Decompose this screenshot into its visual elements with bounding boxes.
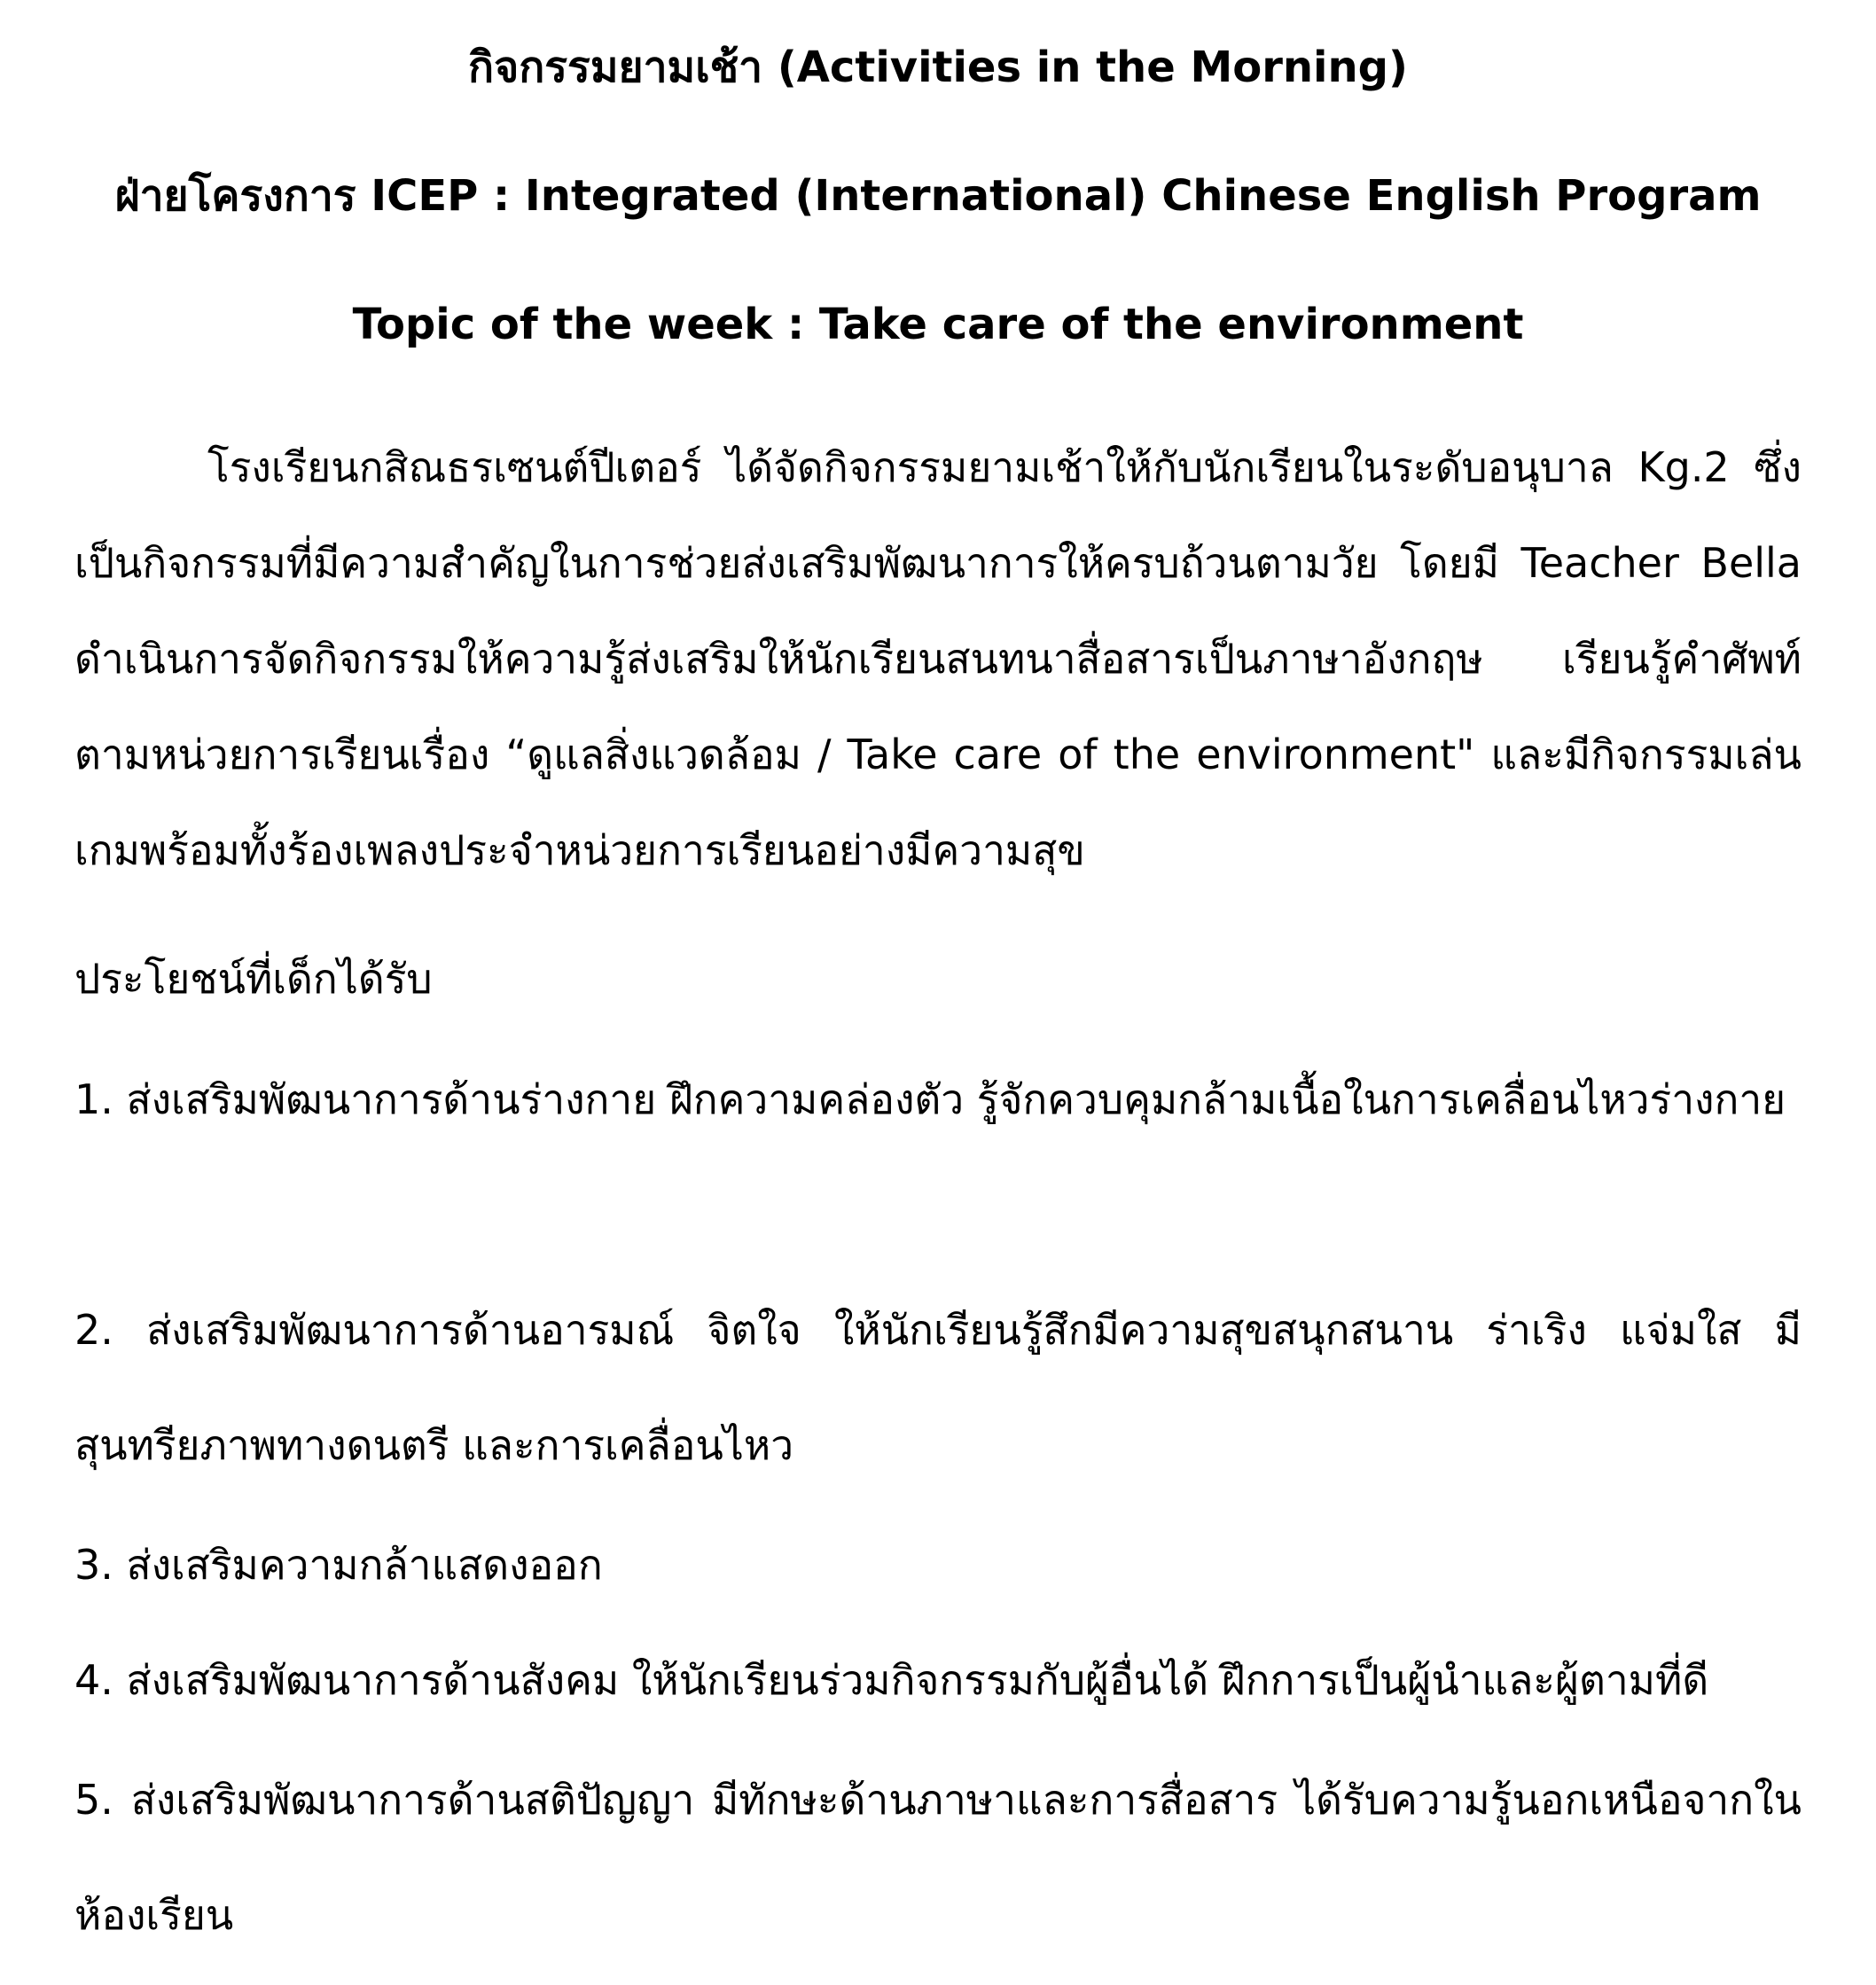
topic-heading: Topic of the week : Take care of the environment <box>352 300 1524 349</box>
program-heading: ฝ่ายโครงการ ICEP : Integrated (International) Chinese English Program <box>114 171 1762 221</box>
intro-paragraph: โรงเรียนกสิณธรเซนต์ปีเตอร์ ได้จัดกิจกรรมยามเช้าให้กับนักเรียนในระดับอนุบาล Kg.2 ซึ่งเป็นกิจกรรมที่มีความสำคัญในการช่วยส่งเสริมพัฒนาการให้ครบถ้วนตามวัย โดยมี Teacher Bella ดำเนินการจัดกิจกรรมให้ความรู้ส่งเสริมให้นักเรียนสนทนาสื่อสารเป็นภาษาอังกฤษ เรียนรู้คำศัพท์ตามหน่วยการเรียนเรื่อง “ดูแลสิ่งแวดล้อม / Take care of the environment" และมีกิจกรรมเล่นเกมพร้อมทั้งร้องเพลงประจำหน่วยการเรียนอย่างมีความสุข <box>74 443 1802 874</box>
benefit-item: 3. ส่งเสริมความกล้าแสดงออก <box>74 1541 603 1589</box>
benefit-item: 5. ส่งเสริมพัฒนาการด้านสติปัญญา มีทักษะด้านภาษาและการสื่อสาร ได้รับความรู้นอกเหนือจากในห้องเรียน <box>74 1776 1802 1939</box>
document-title: กิจกรรมยามเช้า (Activities in the Morning) <box>468 43 1408 92</box>
benefit-item: 2. ส่งเสริมพัฒนาการด้านอารมณ์ จิตใจ ให้นักเรียนรู้สึกมีความสุขสนุกสนาน ร่าเริง แจ่มใส มีสุนทรียภาพทางดนตรี และการเคลื่อนไหว <box>74 1306 1802 1469</box>
benefit-item: 1. ส่งเสริมพัฒนาการด้านร่างกาย ฝึกความคล่องตัว รู้จักควบคุมกล้ามเนื้อในการเคลื่อนไหวร่างกาย <box>74 1075 1786 1123</box>
benefits-heading: ประโยชน์ที่เด็กได้รับ <box>74 955 433 1003</box>
benefit-item: 4. ส่งเสริมพัฒนาการด้านสังคม ให้นักเรียนร่วมกิจกรรมกับผู้อื่นได้ ฝึกการเป็นผู้นำและผู้ตามที่ดี <box>74 1656 1709 1704</box>
